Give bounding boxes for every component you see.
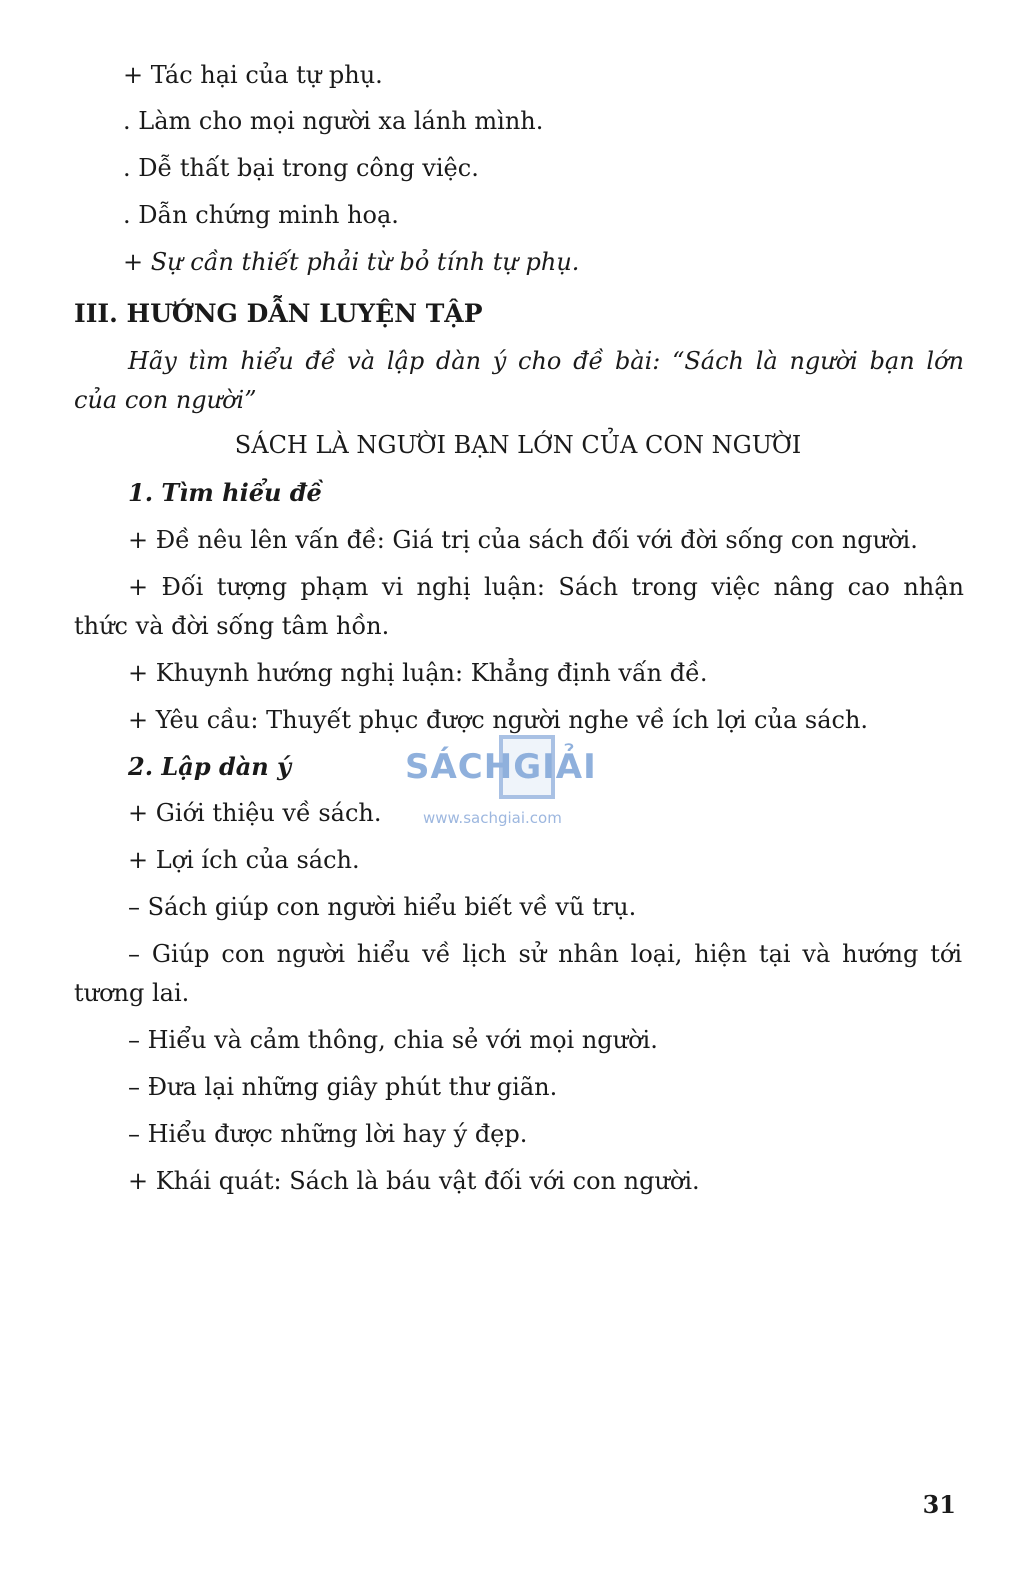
prompt-text: Hãy tìm hiểu đề và lập dàn ý cho đề bài: “Sách là người bạn lớn (128, 347, 964, 375)
sub-item: – Hiểu và cảm thông, chia sẻ với mọi người. (128, 1026, 658, 1054)
text-line: . Dễ thất bại trong công việc. (123, 154, 479, 182)
list-item: + Đề nêu lên vấn đề: Giá trị của sách đối với đời sống con người. (128, 526, 918, 554)
list-item: + Yêu cầu: Thuyết phục được người nghe về ích lợi của sách. (128, 706, 869, 734)
sub-item (128, 937, 962, 971)
sub-item: – Sách giúp con người hiểu biết về vũ trụ. (128, 893, 637, 921)
list-item: + Giới thiệu về sách. (128, 799, 382, 827)
list-item: + Lợi ích của sách. (128, 846, 360, 874)
prompt-line-1 (128, 344, 964, 378)
text-line: + Tác hại của tự phụ. (123, 61, 383, 89)
list-item: + Khuynh hướng nghị luận: Khẳng định vấn đề. (128, 659, 708, 687)
text-line: + Sự cần thiết phải từ bỏ tính tự phụ. (123, 248, 580, 276)
sub-item-continuation: tương lai. (74, 979, 190, 1007)
list-item-continuation: thức và đời sống tâm hồn. (74, 612, 390, 640)
part2-heading: 2. Lập dàn ý (128, 752, 292, 781)
list-item-text: + Đối tượng phạm vi nghị luận: Sách trong việc nâng cao nhận (128, 573, 964, 601)
text-line: . Làm cho mọi người xa lánh mình. (123, 107, 544, 135)
sub-item: – Đưa lại những giây phút thư giãn. (128, 1073, 558, 1101)
prompt-line-2: của con người” (74, 386, 257, 414)
section-heading: III. HƯỚNG DẪN LUYỆN TẬP (74, 299, 483, 328)
essay-title: SÁCH LÀ NGƯỜI BẠN LỚN CỦA CON NGƯỜI (234, 431, 802, 459)
sub-item: – Hiểu được những lời hay ý đẹp. (128, 1120, 528, 1148)
part1-heading: 1. Tìm hiểu đề (128, 478, 322, 507)
watermark-logo: SÁCHGIẢI (405, 747, 597, 787)
list-item: + Khái quát: Sách là báu vật đối với con người. (128, 1167, 700, 1195)
watermark (405, 735, 605, 835)
text-line: . Dẫn chứng minh hoạ. (123, 201, 399, 229)
sub-item-text: – Giúp con người hiểu về lịch sử nhân loại, hiện tại và hướng tới (128, 940, 962, 968)
page-number: 31 (922, 1490, 956, 1519)
watermark-url: www.sachgiai.com (423, 809, 562, 827)
list-item (128, 570, 964, 604)
